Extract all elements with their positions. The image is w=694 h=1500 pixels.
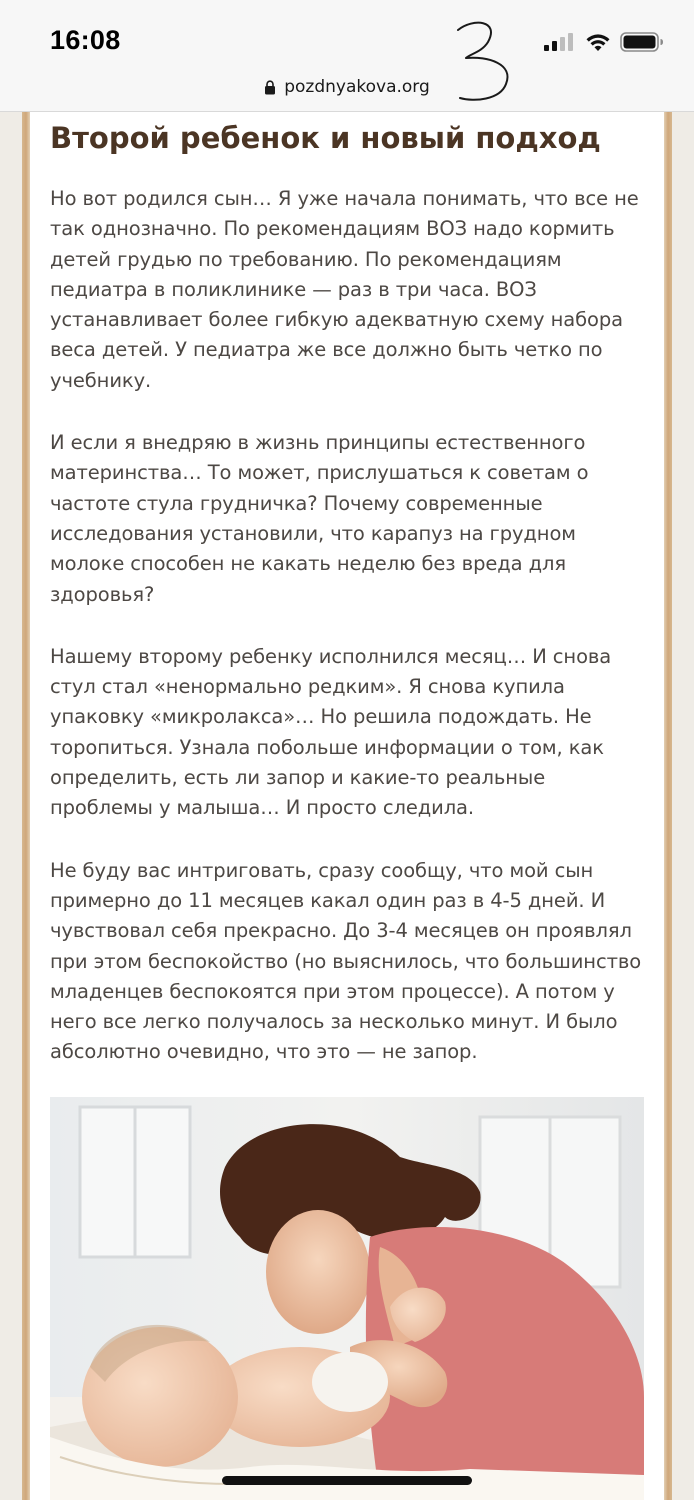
article-paragraph: И если я внедряю в жизнь принципы естественного материнства… То может, прислушаться к советам о частоте стула грудничка? Почему современные исследования установили, что карапуз на грудном молоке способен не какать неделю без вреда для здоровья?	[50, 431, 589, 606]
status-time: 16:08	[50, 25, 121, 55]
article-paragraph: Но вот родился сын… Я уже начала понимать, что все не так однозначно. По рекомендациям ВОЗ надо кормить детей грудью по требованию. По рекомендациям педиатра в поликлинике — раз в три часа. ВОЗ устанавливает более гибкую адекватную схему набора веса детей. У педиатра же все должно быть четко по учебнику.	[50, 187, 639, 392]
home-indicator[interactable]	[222, 1476, 472, 1485]
address-bar[interactable]	[0, 72, 694, 102]
battery-icon	[620, 32, 664, 52]
article-heading: Второй ребенок и новый подход	[50, 121, 601, 155]
article-paragraph: Нашему второму ребенку исполнился месяц… И снова стул стал «ненормально редким». Я снова купила упаковку «микролакса»… Но решила подождать. Не торопиться. Узнала побольше информации о том, как определить, есть ли запор и какие-то реальные проблемы у малыша… И просто следила.	[50, 644, 612, 820]
url-domain[interactable]: pozdnyakova.org	[284, 77, 430, 97]
article-paragraph: Не буду вас интриговать, сразу сообщу, что мой сын примерно до 11 месяцев какал один раз в 4-5 дней. И чувствовал себя прекрасно. До 3-4 месяцев он проявлял при этом беспокойство (но выяснилось, что большинство младенцев беспокоятся при этом процессе). А потом у него все легко получалось за несколько минут. И было абсолютно очевидно, что это — не запор.	[50, 858, 642, 1064]
wifi-icon	[585, 33, 611, 52]
page-frame-left	[0, 112, 30, 1500]
mother-and-baby-photo	[50, 1097, 644, 1500]
browser-top-bar	[0, 0, 694, 112]
status-icons	[544, 30, 664, 54]
article-content	[30, 112, 664, 1500]
cellular-signal-icon	[544, 33, 576, 51]
lock-icon	[264, 80, 276, 95]
page-frame-right	[664, 112, 694, 1500]
